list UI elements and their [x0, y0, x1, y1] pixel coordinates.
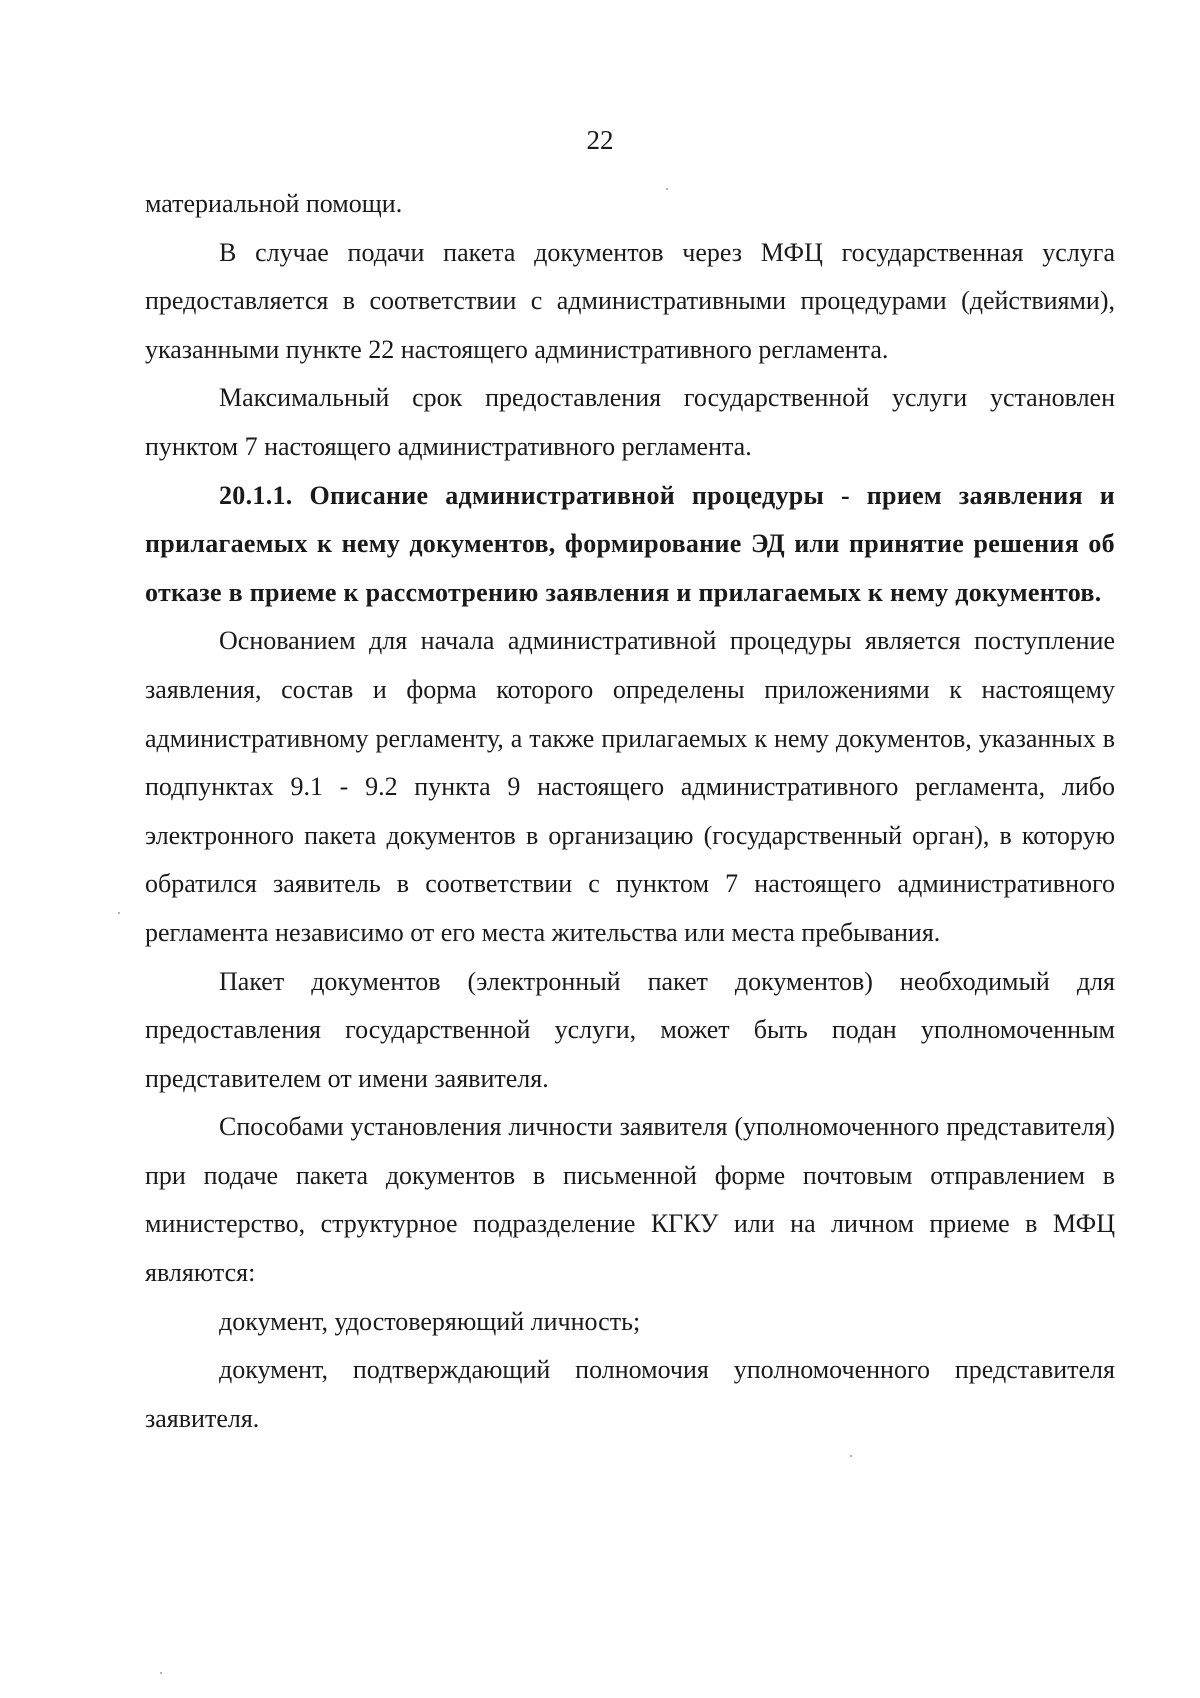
scan-speck [850, 1455, 852, 1457]
paragraph-mfc-submission: В случае подачи пакета документов через МФЦ государственная услуга предоставляется в соответствии с административными процедурами (действиями), указанными пункте 22 настоящего административного регламента. [145, 237, 1115, 364]
paragraph-representative: Пакет документов (электронный пакет документов) необходимый для предоставления государственной услуги, может быть подан уполномоченным представителем от имени заявителя. [145, 966, 1115, 1093]
list-item-authority-document: документ, подтверждающий полномочия уполномоченного представителя заявителя. [145, 1355, 1115, 1433]
paragraph-grounds: Основанием для начала административной процедуры является поступление заявления, состав и форма которого определены приложениями к настоящему административному регламенту, а также прилагаемых к нему документов, указанных в подпунктах 9.1 - 9.2 пункта 9 настоящего административного регламента, либо электронного пакета документов в организацию (государственный орган), в которую обратился заявитель в соответствии с пунктом 7 настоящего административного регламента независимо от его места жительства или места пребывания. [145, 626, 1115, 947]
page-number: 22 [586, 125, 614, 155]
paragraph-max-term: Максимальный срок предоставления государственной услуги установлен пунктом 7 настоящего административного регламента. [145, 383, 1115, 461]
scan-speck [160, 1672, 162, 1674]
scan-speck [118, 912, 120, 914]
paragraph-continuation: материальной помощи. [145, 189, 403, 218]
document-body [145, 180, 1115, 1443]
list-item-identity-document: документ, удостоверяющий личность; [219, 1306, 641, 1336]
section-heading-20-1-1: 20.1.1. Описание административной процедуры - прием заявления и прилагаемых к нему документов, формирование ЭД или принятие решения об отказе в приеме к рассмотрению заявления и прилагаемых к нему документов. [145, 480, 1115, 607]
scan-speck [666, 188, 668, 190]
paragraph-identification-methods: Способами установления личности заявителя (уполномоченного представителя) при подаче пакета документов в письменной форме почтовым отправлением в министерство, структурное подразделение КГКУ или на личном приеме в МФЦ являются: [145, 1112, 1115, 1288]
